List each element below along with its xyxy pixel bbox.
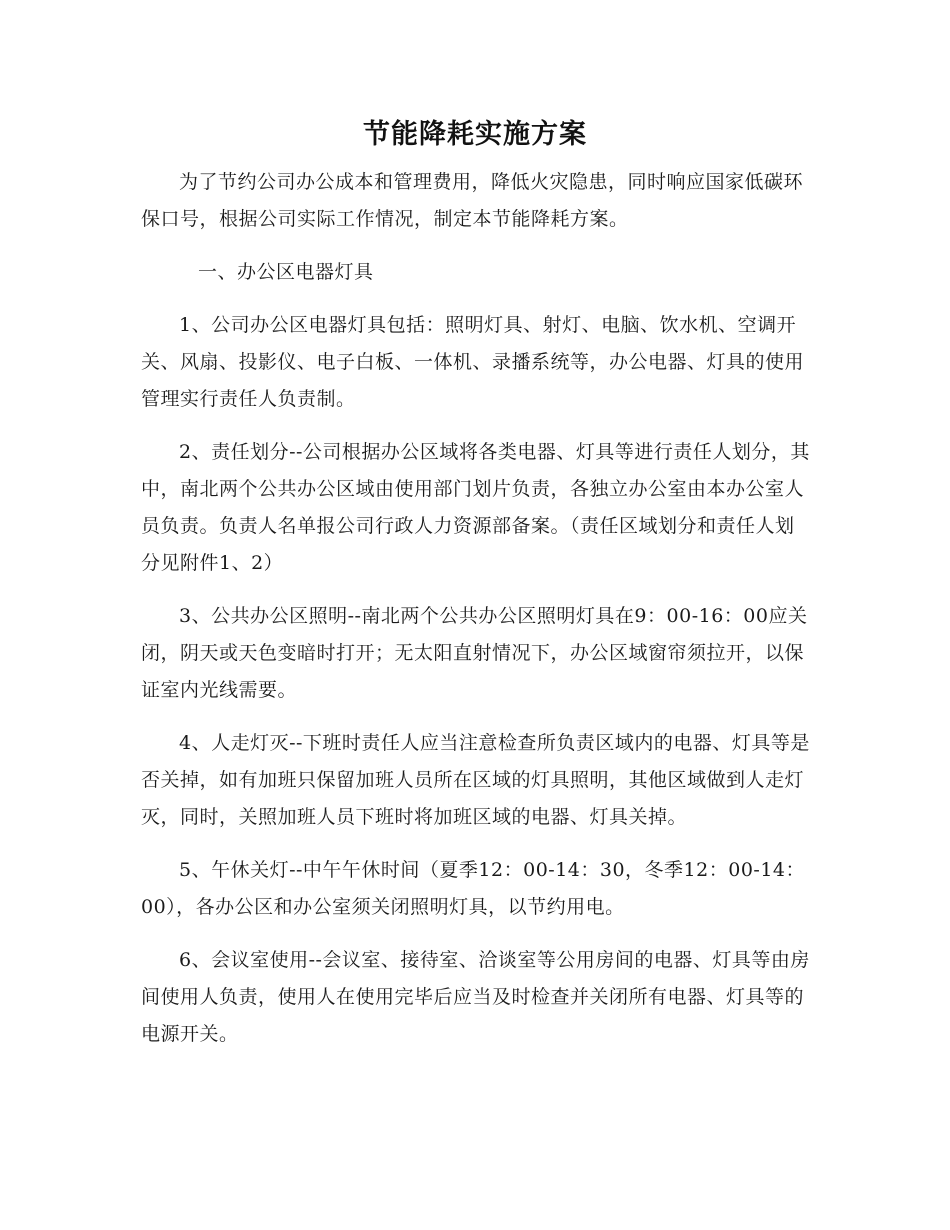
item-paragraph-4: 4、人走灯灭--下班时责任人应当注意检查所负责区域内的电器、灯具等是否关掉，如有加班只保留加班人员所在区域的灯具照明，其他区域做到人走灯灭，同时，关照加班人员下班时将加班区域的电器、灯具关掉。 [141, 732, 810, 828]
item-paragraph-2: 2、责任划分--公司根据办公区域将各类电器、灯具等进行责任人划分，其中，南北两个公共办公区域由使用部门划片负责，各独立办公室由本办公室人员负责。负责人名单报公司行政人力资源部备案。（责任区域划分和责任人划分见附件1、2） [141, 441, 810, 574]
item-paragraph-6: 6、会议室使用--会议室、接待室、洽谈室等公用房间的电器、灯具等由房间使用人负责，使用人在使用完毕后应当及时检查并关闭所有电器、灯具等的电源开关。 [141, 949, 810, 1045]
item-paragraph-3: 3、公共办公区照明--南北两个公共办公区照明灯具在9：00-16：00应关闭，阴天或天色变暗时打开；无太阳直射情况下，办公区域窗帘须拉开，以保证室内光线需要。 [141, 605, 808, 701]
intro-paragraph: 为了节约公司办公成本和管理费用，降低火灾隐患，同时响应国家低碳环保口号，根据公司实际工作情况，制定本节能降耗方案。 [141, 171, 804, 230]
item-paragraph-1: 1、公司办公区电器灯具包括：照明灯具、射灯、电脑、饮水机、空调开关、风扇、投影仪、电子白板、一体机、录播系统等，办公电器、灯具的使用管理实行责任人负责制。 [141, 314, 805, 410]
section-heading: 一、办公区电器灯具 [198, 261, 374, 283]
item-paragraph-5: 5、午休关灯--中午午休时间（夏季12：00-14：30，冬季12：00-14：00），各办公区和办公室须关闭照明灯具，以节约用电。 [141, 859, 806, 918]
page-title: 节能降耗实施方案 [363, 119, 587, 150]
document-body [141, 164, 813, 1069]
